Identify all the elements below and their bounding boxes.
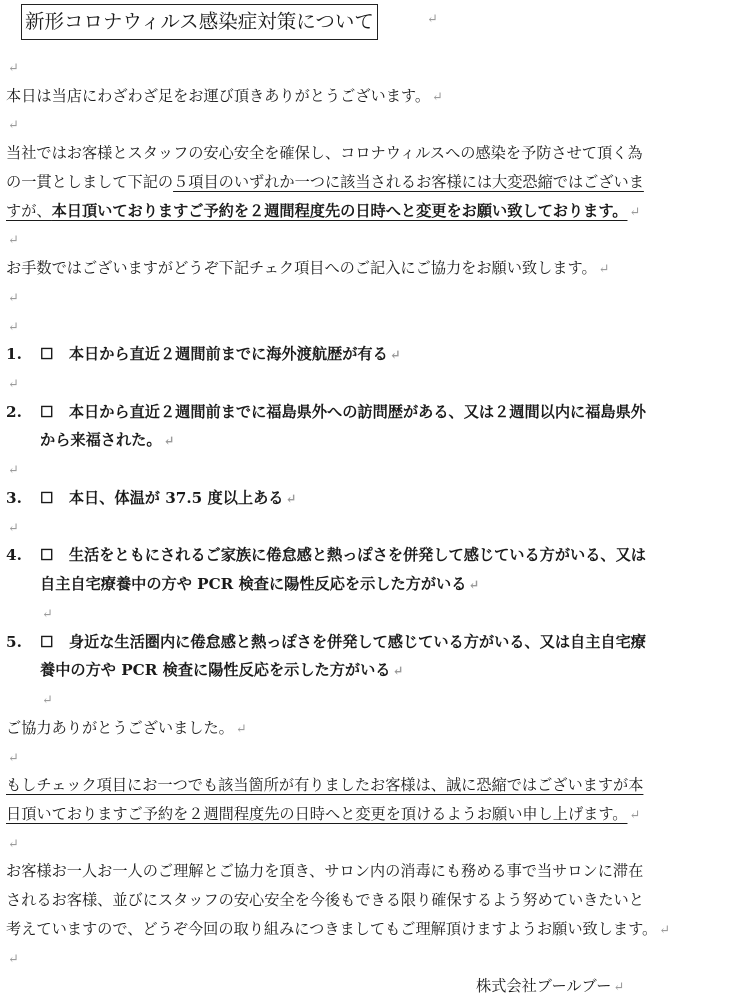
paragraph-mark-icon: ↵ xyxy=(42,693,53,708)
paragraph-mark-icon: ↵ xyxy=(8,463,19,478)
closing-line-1 xyxy=(6,857,643,886)
notice-line-2 xyxy=(6,800,640,830)
paragraph-mark-icon: ↵ xyxy=(8,118,19,133)
checklist-item-4[interactable] xyxy=(40,541,646,570)
item-5-number: 5. xyxy=(6,633,22,651)
empty-line xyxy=(6,225,19,255)
policy-line-1-text: 当社ではお客様とスタッフの安心安全を確保し、コロナウィルスへの感染を予防させて頂く為 xyxy=(6,144,643,162)
empty-line xyxy=(6,312,19,342)
paragraph-mark-icon: ↵ xyxy=(392,664,404,679)
company-name xyxy=(476,972,624,1002)
closing-line-3 xyxy=(6,915,670,945)
empty-line xyxy=(6,944,19,974)
item-4-number: 4. xyxy=(6,546,22,564)
paragraph-mark-icon: ↵ xyxy=(432,90,443,105)
item-2-number: 2. xyxy=(6,403,22,421)
policy-line-2-plain: の一貫としまして下記の xyxy=(6,173,174,191)
request-text xyxy=(6,254,610,284)
paragraph-mark-icon: ↵ xyxy=(598,262,610,277)
thanks-text xyxy=(6,714,247,744)
paragraph-mark-icon: ↵ xyxy=(235,722,247,737)
paragraph-mark-icon: ↵ xyxy=(8,377,19,392)
paragraph-mark-icon: ↵ xyxy=(8,751,19,766)
checkbox-icon[interactable]: ☐ xyxy=(40,403,54,421)
paragraph-mark-icon: ↵ xyxy=(389,348,401,363)
paragraph-mark-icon: ↵ xyxy=(427,12,438,27)
paragraph-mark-icon: ↵ xyxy=(629,205,641,220)
intro-text xyxy=(6,82,443,112)
notice-line-2-text: 日頂いておりますご予約を２週間程度先の日時へと変更を頂けるようお願い申し上げます。 xyxy=(6,805,628,823)
request-text-content: お手数ではございますがどうぞ下記チェク項目へのご記入にご協力をお願い致します。 xyxy=(6,259,597,277)
checkbox-icon[interactable]: ☐ xyxy=(40,489,54,507)
paragraph-mark-icon: ↵ xyxy=(8,952,19,967)
checklist-item-3[interactable] xyxy=(40,484,296,514)
paragraph-mark-icon: ↵ xyxy=(613,980,625,995)
policy-line-2 xyxy=(6,168,644,197)
checklist-item-4-continued xyxy=(40,570,479,600)
item-3-text: 本日、体温が 37.5 度以上ある xyxy=(68,489,284,507)
checkbox-icon[interactable]: ☐ xyxy=(40,546,54,564)
policy-line-2-underlined: ５項目のいずれか一つに該当されるお客様には大変恐縮ではございま xyxy=(173,173,644,191)
item-2-text-line-1: 本日から直近２週間前までに福島県外への訪問歴がある、又は２週間以内に福島県外 xyxy=(68,403,646,421)
empty-line xyxy=(40,599,53,629)
checklist-item-5[interactable] xyxy=(40,628,646,657)
paragraph-mark-icon: ↵ xyxy=(629,808,641,823)
empty-line xyxy=(6,513,19,543)
closing-line-2-text: されるお客様、並びにスタッフの安心安全を今後もできる限り確保するよう努めていきたいと xyxy=(6,891,644,909)
paragraph-mark-icon: ↵ xyxy=(42,607,53,622)
paragraph-mark-icon: ↵ xyxy=(8,320,19,335)
checklist-item-2[interactable] xyxy=(40,398,646,427)
checklist-item-5-continued xyxy=(40,656,403,686)
closing-line-3-text: 考えていますので、どうぞ今回の取り組みにつきましてもご理解頂けますようお願い致します。 xyxy=(6,920,658,938)
intro-text-content: 本日は当店にわざわざ足をお運び頂きありがとうございます。 xyxy=(6,87,431,105)
item-4-text-line-2: 自主自宅療養中の方や PCR 検査に陽性反応を示した方がいる xyxy=(40,575,467,593)
closing-line-2 xyxy=(6,886,644,915)
policy-line-3-plain: すが、 xyxy=(6,202,52,220)
checklist-item-2-continued xyxy=(40,426,174,456)
item-3-number: 3. xyxy=(6,489,22,507)
paragraph-mark-icon: ↵ xyxy=(8,837,19,852)
paragraph-mark-icon: ↵ xyxy=(8,61,19,76)
paragraph-mark-icon: ↵ xyxy=(285,492,297,507)
policy-line-1 xyxy=(6,139,643,168)
paragraph-mark-icon: ↵ xyxy=(659,923,671,938)
document-title-text: 新形コロナウィルス感染症対策について xyxy=(25,10,374,33)
paragraph-mark-icon: ↵ xyxy=(8,291,19,306)
thanks-text-content: ご協力ありがとうございました。 xyxy=(6,719,234,737)
empty-line xyxy=(6,829,19,859)
policy-line-3-bold: 本日頂いておりますご予約を２週間程度先の日時へと変更をお願い致しております。 xyxy=(51,202,628,220)
empty-line xyxy=(6,455,19,485)
item-2-text-line-2: から来福された。 xyxy=(40,431,162,449)
document-title xyxy=(21,4,378,40)
item-4-text-line-1: 生活をともにされるご家族に倦怠感と熱っぽさを併発して感じている方がいる、又は xyxy=(68,546,646,564)
paragraph-mark-icon: ↵ xyxy=(163,434,175,449)
company-name-text: 株式会社ブールブー xyxy=(476,977,612,995)
checklist-item-1[interactable] xyxy=(40,340,401,370)
empty-line xyxy=(6,743,19,773)
paragraph-mark-icon: ↵ xyxy=(8,233,19,248)
closing-line-1-text: お客様お一人お一人のご理解とご協力を頂き、サロン内の消毒にも務める事で当サロンに滞在 xyxy=(6,862,644,880)
empty-line xyxy=(6,53,19,83)
paragraph-mark-icon: ↵ xyxy=(8,521,19,536)
empty-line xyxy=(6,110,19,140)
notice-line-1 xyxy=(6,771,643,800)
item-5-text-line-1: 身近な生活圏内に倦怠感と熱っぽさを併発して感じている方がいる、又は自主自宅療 xyxy=(68,633,646,651)
notice-line-1-text: もしチェック項目にお一つでも該当箇所が有りましたお客様は、誠に恐縮ではございますが本 xyxy=(6,776,644,794)
policy-line-3 xyxy=(6,197,640,227)
checkbox-icon[interactable]: ☐ xyxy=(40,633,54,651)
empty-line xyxy=(6,283,19,313)
paragraph-mark-icon: ↵ xyxy=(468,578,480,593)
empty-line xyxy=(6,369,19,399)
empty-line xyxy=(40,685,53,715)
item-5-text-line-2: 養中の方や PCR 検査に陽性反応を示した方がいる xyxy=(40,661,391,679)
item-1-number: 1. xyxy=(6,345,22,363)
checkbox-icon[interactable]: ☐ xyxy=(40,345,54,363)
item-1-text: 本日から直近２週間前までに海外渡航歴が有る xyxy=(68,345,388,363)
